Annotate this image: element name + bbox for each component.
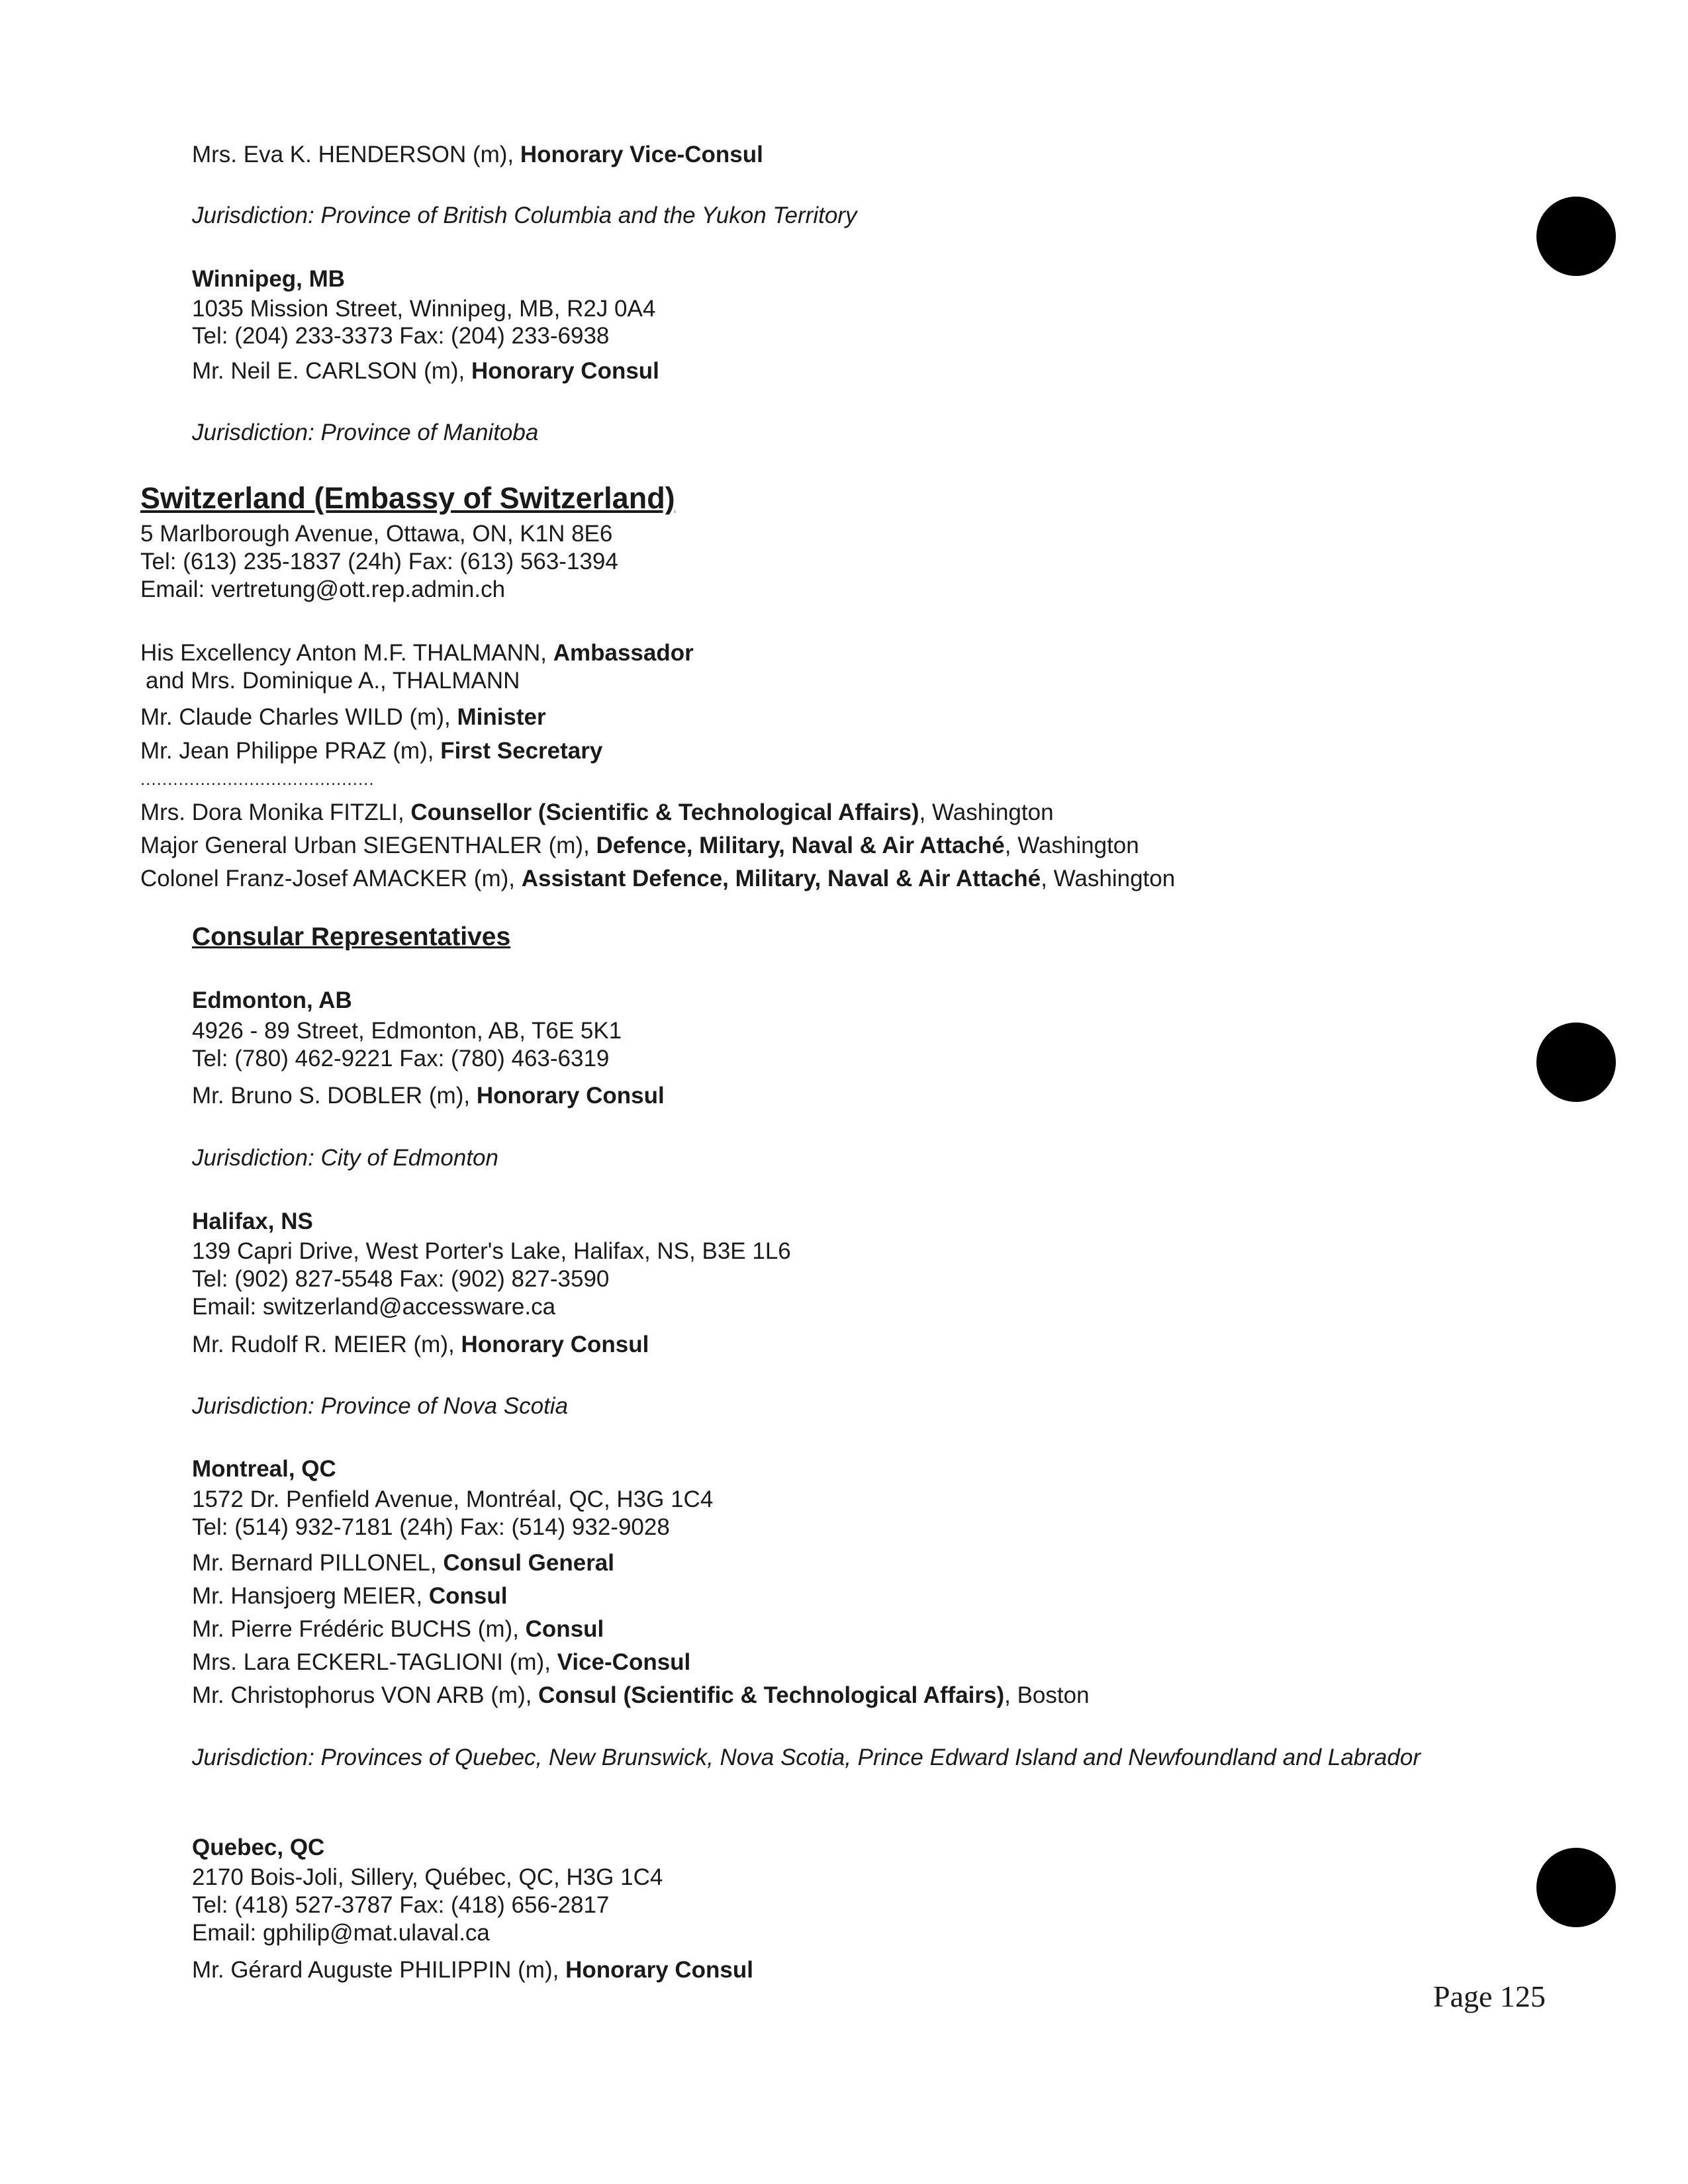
person-title: First Secretary — [440, 738, 603, 764]
person-name: Mr. Gérard Auguste PHILIPPIN (m), — [192, 1957, 566, 1983]
subsection-heading: Consular Representatives — [192, 923, 511, 951]
person-name: Mrs. Lara ECKERL-TAGLIONI (m), — [192, 1649, 557, 1675]
person-line — [140, 864, 1175, 893]
person-line — [192, 1582, 508, 1610]
person-name: Major General Urban SIEGENTHALER (m), — [140, 833, 596, 858]
person-line — [140, 831, 1139, 860]
person-line — [192, 1648, 690, 1676]
person-location: , Boston — [1004, 1682, 1090, 1708]
person-title: Honorary Consul — [461, 1332, 649, 1357]
person-line — [192, 1681, 1090, 1709]
person-title: Defence, Military, Naval & Air Attaché — [596, 833, 1005, 858]
person-line — [140, 639, 694, 667]
address: 5 Marlborough Avenue, Ottawa, ON, K1N 8E6 — [140, 521, 613, 547]
page-number: Page 125 — [1433, 1979, 1546, 2013]
person-title: Consul General — [443, 1550, 614, 1576]
person-line — [192, 1615, 604, 1643]
person-title: Consul — [525, 1616, 604, 1642]
city-heading: Edmonton, AB — [192, 987, 352, 1013]
person-name: Mr. Pierre Frédéric BUCHS (m), — [192, 1616, 526, 1642]
person-name: Mr. Claude Charles WILD (m), — [140, 704, 457, 730]
city-heading: Halifax, NS — [192, 1208, 313, 1234]
phone-fax: Tel: (780) 462-9221 Fax: (780) 463-6319 — [192, 1046, 610, 1071]
punch-hole — [1536, 1848, 1616, 1927]
person-title: Consul (Scientific & Technological Affairs) — [538, 1682, 1005, 1708]
jurisdiction: Jurisdiction: Province of British Columbia and the Yukon Territory — [192, 203, 857, 228]
jurisdiction: Jurisdiction: City of Edmonton — [192, 1145, 498, 1171]
punch-hole — [1536, 197, 1616, 276]
email: Email: gphilip@mat.ulaval.ca — [192, 1920, 490, 1946]
person-line — [192, 1081, 665, 1110]
person-title: Vice-Consul — [557, 1649, 691, 1675]
person-title: Honorary Consul — [565, 1957, 753, 1983]
person-title: Honorary Consul — [471, 358, 659, 384]
email: Email: vertretung@ott.rep.admin.ch — [140, 576, 506, 602]
spouse-line: and Mrs. Dominique A., THALMANN — [146, 668, 520, 694]
person-title: Counsellor (Scientific & Technological Affairs) — [410, 799, 919, 825]
phone-fax: Tel: (204) 233-3373 Fax: (204) 233-6938 — [192, 323, 610, 349]
person-title: Consul — [428, 1583, 508, 1609]
city-heading: Winnipeg, MB — [192, 266, 346, 292]
phone-fax: Tel: (902) 827-5548 Fax: (902) 827-3590 — [192, 1266, 610, 1292]
email: Email: switzerland@accessware.ca — [192, 1294, 556, 1320]
punch-hole — [1536, 1023, 1616, 1102]
person-name: Mr. Christophorus VON ARB (m), — [192, 1682, 539, 1708]
person-name: Colonel Franz-Josef AMACKER (m), — [140, 866, 522, 891]
person-name: Mr. Neil E. CARLSON (m), — [192, 358, 471, 384]
address: 2170 Bois-Joli, Sillery, Québec, QC, H3G 1C4 — [192, 1864, 663, 1890]
person-name: His Excellency Anton M.F. THALMANN, — [140, 640, 553, 666]
person-location: , Washington — [919, 799, 1054, 825]
person-line — [192, 357, 659, 385]
address: 139 Capri Drive, West Porter's Lake, Halifax, NS, B3E 1L6 — [192, 1238, 791, 1264]
person-title: Honorary Consul — [476, 1083, 665, 1109]
person-title: Honorary Vice-Consul — [520, 142, 763, 167]
jurisdiction: Jurisdiction: Provinces of Quebec, New Brunswick, Nova Scotia, Prince Edward Island and Newfoundland and Labrador — [192, 1745, 1421, 1770]
address: 1035 Mission Street, Winnipeg, MB, R2J 0A4 — [192, 296, 656, 322]
phone-fax: Tel: (418) 527-3787 Fax: (418) 656-2817 — [192, 1892, 610, 1918]
person-location: , Washington — [1041, 866, 1176, 891]
person-location: , Washington — [1004, 833, 1139, 858]
person-name: Mr. Bruno S. DOBLER (m), — [192, 1083, 477, 1109]
person-line — [192, 1330, 649, 1359]
person-line — [192, 140, 763, 169]
person-name: Mrs. Eva K. HENDERSON (m), — [192, 142, 520, 167]
person-line — [140, 737, 602, 765]
person-line — [140, 798, 1054, 827]
person-title: Minister — [457, 704, 546, 730]
phone-fax: Tel: (613) 235-1837 (24h) Fax: (613) 563-1394 — [140, 549, 618, 574]
person-line — [140, 703, 546, 731]
person-title: Assistant Defence, Military, Naval & Air Attaché — [521, 866, 1041, 891]
person-name: Mr. Jean Philippe PRAZ (m), — [140, 738, 441, 764]
city-heading: Quebec, QC — [192, 1835, 325, 1860]
person-name: Mr. Bernard PILLONEL, — [192, 1550, 444, 1576]
person-name: Mrs. Dora Monika FITZLI, — [140, 799, 411, 825]
jurisdiction: Jurisdiction: Province of Manitoba — [192, 420, 539, 445]
address: 1572 Dr. Penfield Avenue, Montréal, QC, H3G 1C4 — [192, 1486, 714, 1512]
phone-fax: Tel: (514) 932-7181 (24h) Fax: (514) 932-9028 — [192, 1514, 670, 1540]
address: 4926 - 89 Street, Edmonton, AB, T6E 5K1 — [192, 1018, 622, 1044]
dotted-separator: ........................................... — [140, 769, 375, 789]
person-name: Mr. Hansjoerg MEIER, — [192, 1583, 429, 1609]
person-line — [192, 1956, 753, 1984]
person-title: Ambassador — [553, 640, 694, 666]
section-heading: Switzerland (Embassy of Switzerland) — [140, 481, 675, 515]
city-heading: Montreal, QC — [192, 1456, 336, 1482]
person-line — [192, 1549, 614, 1577]
person-name: Mr. Rudolf R. MEIER (m), — [192, 1332, 461, 1357]
jurisdiction: Jurisdiction: Province of Nova Scotia — [192, 1393, 569, 1419]
